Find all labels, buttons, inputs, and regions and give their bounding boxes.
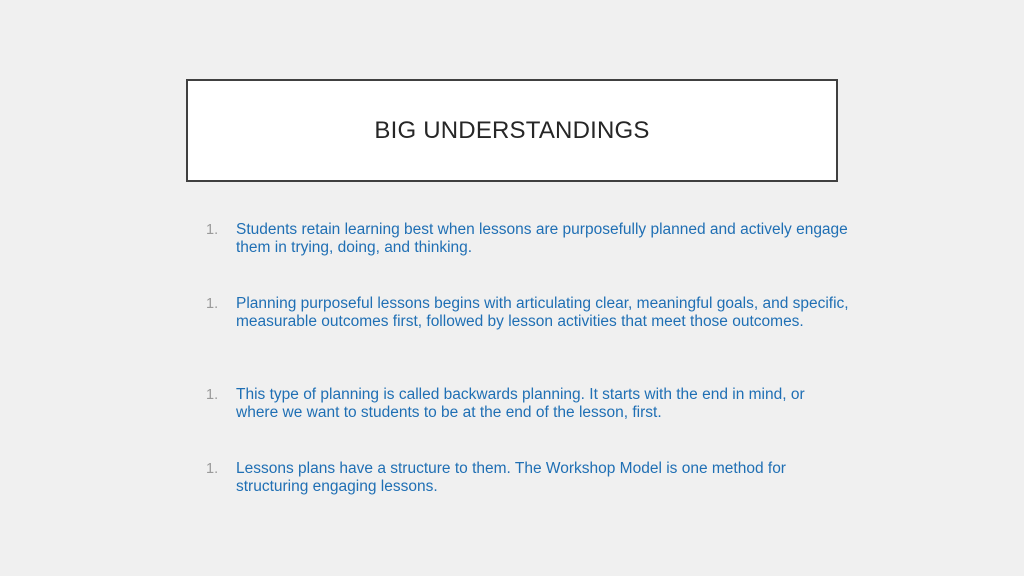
list-item-2 [206,295,866,331]
title-box [186,79,838,182]
slide-title: BIG UNDERSTANDINGS [374,116,650,144]
list-item-text: Students retain learning best when lessons are purposefully planned and actively engage them in trying, doing, and thinking. [236,221,848,256]
list-item-text: Planning purposeful lessons begins with articulating clear, meaningful goals, and specific, measurable outcomes first, followed by lesson activities that meet those outcomes. [236,295,849,330]
list-item-text: This type of planning is called backwards planning. It starts with the end in mind, or where we want to students to be at the end of the lesson, first. [236,386,805,421]
list-item-number: 1. [206,387,219,403]
list-item-1 [206,221,866,257]
list-item-text: Lessons plans have a structure to them. The Workshop Model is one method for structuring engaging lessons. [236,460,786,495]
list-item-number: 1. [206,461,219,477]
list-item-3 [206,386,866,422]
list-item-number: 1. [206,296,219,312]
list-item-number: 1. [206,222,219,238]
list-item-4 [206,460,866,496]
